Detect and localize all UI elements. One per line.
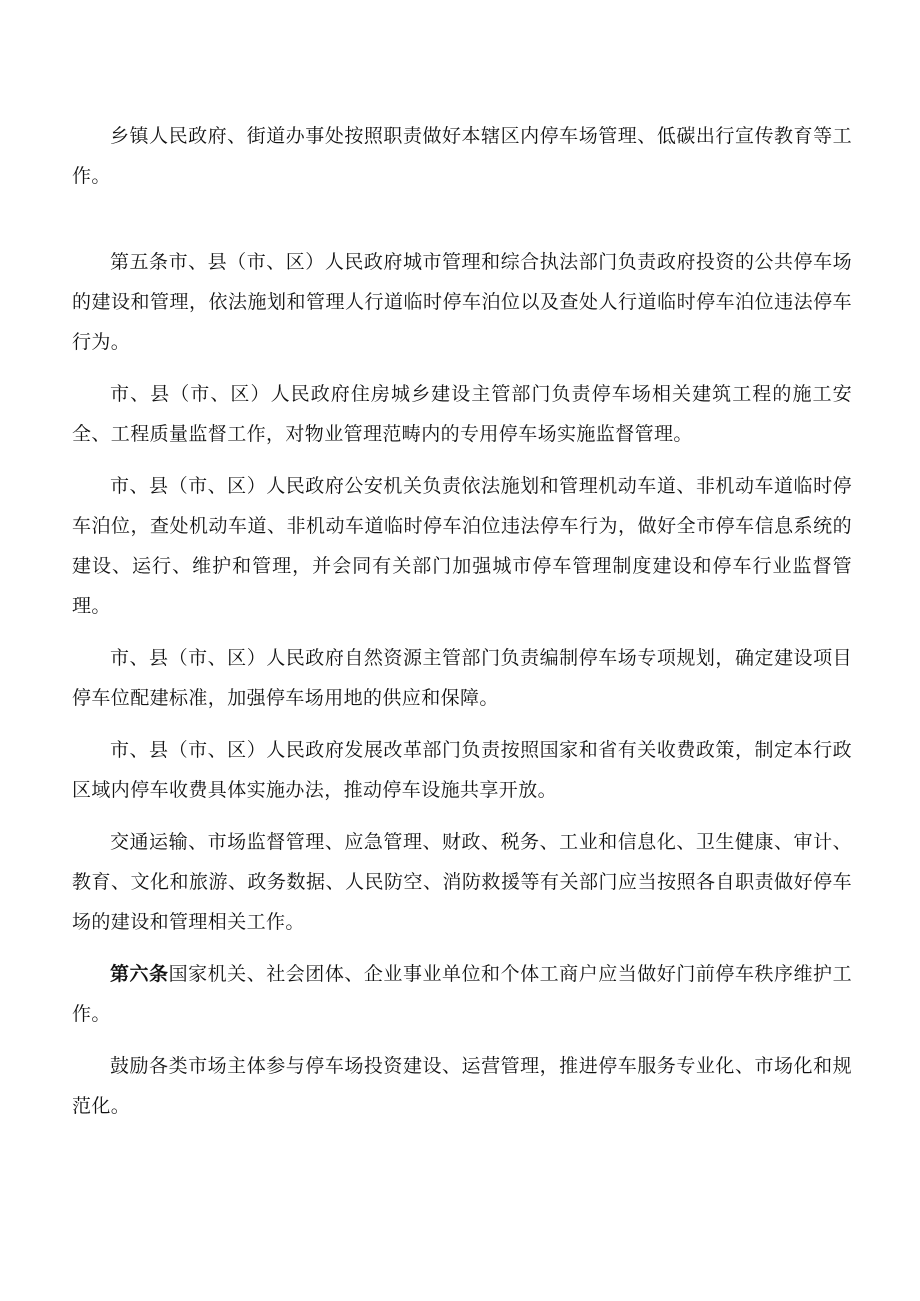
article-5-paragraph-6: 交通运输、市场监督管理、应急管理、财政、税务、工业和信息化、卫生健康、审计、教育、文化和旅游、政务数据、人民防空、消防救援等有关部门应当按照各自职责做好停车场的建设和管理相关工作。 bbox=[72, 831, 852, 933]
intro-section bbox=[72, 116, 852, 196]
article-5-paragraph-1: 第五条市、县（市、区）人民政府城市管理和综合执法部门负责政府投资的公共停车场的建设和管理，依法施划和管理人行道临时停车泊位以及查处人行道临时停车泊位违法停车行为。 bbox=[72, 251, 852, 353]
article-5-paragraph-4: 市、县（市、区）人民政府自然资源主管部门负责编制停车场专项规划，确定建设项目停车位配建标准，加强停车场用地的供应和保障。 bbox=[72, 647, 852, 709]
article-6-paragraph-1-text: 国家机关、社会团体、企业事业单位和个体工商户应当做好门前停车秩序维护工作。 bbox=[72, 963, 852, 1025]
intro-paragraph: 乡镇人民政府、街道办事处按照职责做好本辖区内停车场管理、低碳出行宣传教育等工作。 bbox=[72, 125, 852, 187]
article-5-paragraph-5: 市、县（市、区）人民政府发展改革部门负责按照国家和省有关收费政策，制定本行政区域内停车收费具体实施办法，推动停车设施共享开放。 bbox=[72, 739, 852, 801]
article-5-section bbox=[72, 242, 852, 1126]
article-6-heading: 第六条 bbox=[110, 963, 169, 985]
article-6-paragraph-1 bbox=[72, 954, 852, 1034]
article-5-paragraph-2: 市、县（市、区）人民政府住房城乡建设主管部门负责停车场相关建筑工程的施工安全、工程质量监督工作，对物业管理范畴内的专用停车场实施监督管理。 bbox=[72, 383, 852, 445]
article-6-paragraph-2: 鼓励各类市场主体参与停车场投资建设、运营管理，推进停车服务专业化、市场化和规范化。 bbox=[72, 1055, 852, 1117]
article-5-paragraph-3: 市、县（市、区）人民政府公安机关负责依法施划和管理机动车道、非机动车道临时停车泊位，查处机动车道、非机动车道临时停车泊位违法停车行为，做好全市停车信息系统的建设、运行、维护和管理，并会同有关部门加强城市停车管理制度建设和停车行业监督管理。 bbox=[72, 475, 852, 617]
